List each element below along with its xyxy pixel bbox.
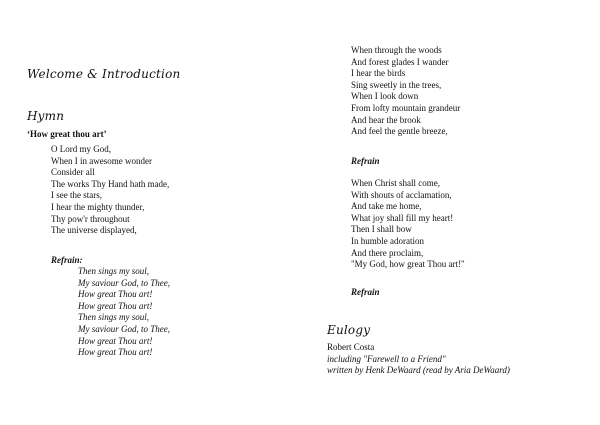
refrain-label-left: Refrain: (51, 255, 83, 265)
verse-one (51, 144, 169, 237)
lyric-line: Then I shall bow (351, 224, 412, 235)
eulogy-written-by: written by Henk DeWaard (read by Aria DeWaard) (327, 365, 510, 376)
verse-three (351, 178, 465, 271)
lyric-line: How great Thou art! (78, 289, 153, 300)
lyric-line: What joy shall fill my heart! (351, 212, 454, 223)
lyric-line: The works Thy Hand hath made, (51, 178, 170, 189)
lyric-line: My saviour God, to Thee, (78, 277, 170, 288)
hymn-heading: Hymn (27, 109, 65, 123)
lyric-line: "My God, how great Thou art!" (351, 259, 465, 270)
lyric-line: And feel the gentle breeze, (351, 126, 448, 137)
lyric-line: I hear the birds (351, 68, 406, 79)
refrain-lines (78, 266, 170, 359)
lyric-line: And forest glades I wander (351, 56, 449, 67)
lyric-line: And take me home, (351, 201, 422, 212)
lyric-line: When through the woods (351, 45, 442, 55)
hymn-title: ‘How great thou art’ (27, 129, 107, 139)
lyric-line: Thy pow'r throughout (51, 213, 130, 224)
verse-two (351, 45, 460, 138)
right-page (300, 0, 600, 425)
refrain-label-right-2: Refrain (351, 287, 380, 297)
lyric-line: My saviour God, to Thee, (78, 323, 170, 334)
lyric-line: With shouts of acclamation, (351, 189, 452, 200)
eulogy-including: including "Farewell to a Friend" (327, 353, 446, 364)
eulogy-speaker: Robert Costa (327, 342, 375, 352)
lyric-line: O Lord my God, (51, 144, 111, 154)
lyric-line: How great Thou art! (78, 347, 153, 358)
lyric-line: And hear the brook (351, 114, 421, 125)
lyric-line: Consider all (51, 167, 95, 178)
eulogy-heading: Eulogy (327, 323, 371, 337)
lyric-line: The universe displayed, (51, 225, 137, 236)
lyric-line: I see the stars, (51, 190, 102, 201)
lyric-line: When I in awesome wonder (51, 155, 152, 166)
lyric-line: How great Thou art! (78, 335, 153, 346)
lyric-line: When Christ shall come, (351, 178, 440, 188)
lyric-line: Sing sweetly in the trees, (351, 79, 442, 90)
lyric-line: When I look down (351, 91, 419, 102)
lyric-line: I hear the mighty thunder, (51, 201, 145, 212)
eulogy-details (327, 342, 510, 377)
lyric-line: Then sings my soul, (78, 266, 150, 276)
refrain-label-right-1: Refrain (351, 156, 380, 166)
welcome-heading: Welcome & Introduction (27, 67, 181, 81)
lyric-line: Then sings my soul, (78, 312, 150, 323)
lyric-line: And there proclaim, (351, 247, 424, 258)
lyric-line: From lofty mountain grandeur (351, 102, 461, 113)
lyric-line: In humble adoration (351, 235, 424, 246)
lyric-line: How great Thou art! (78, 300, 153, 311)
